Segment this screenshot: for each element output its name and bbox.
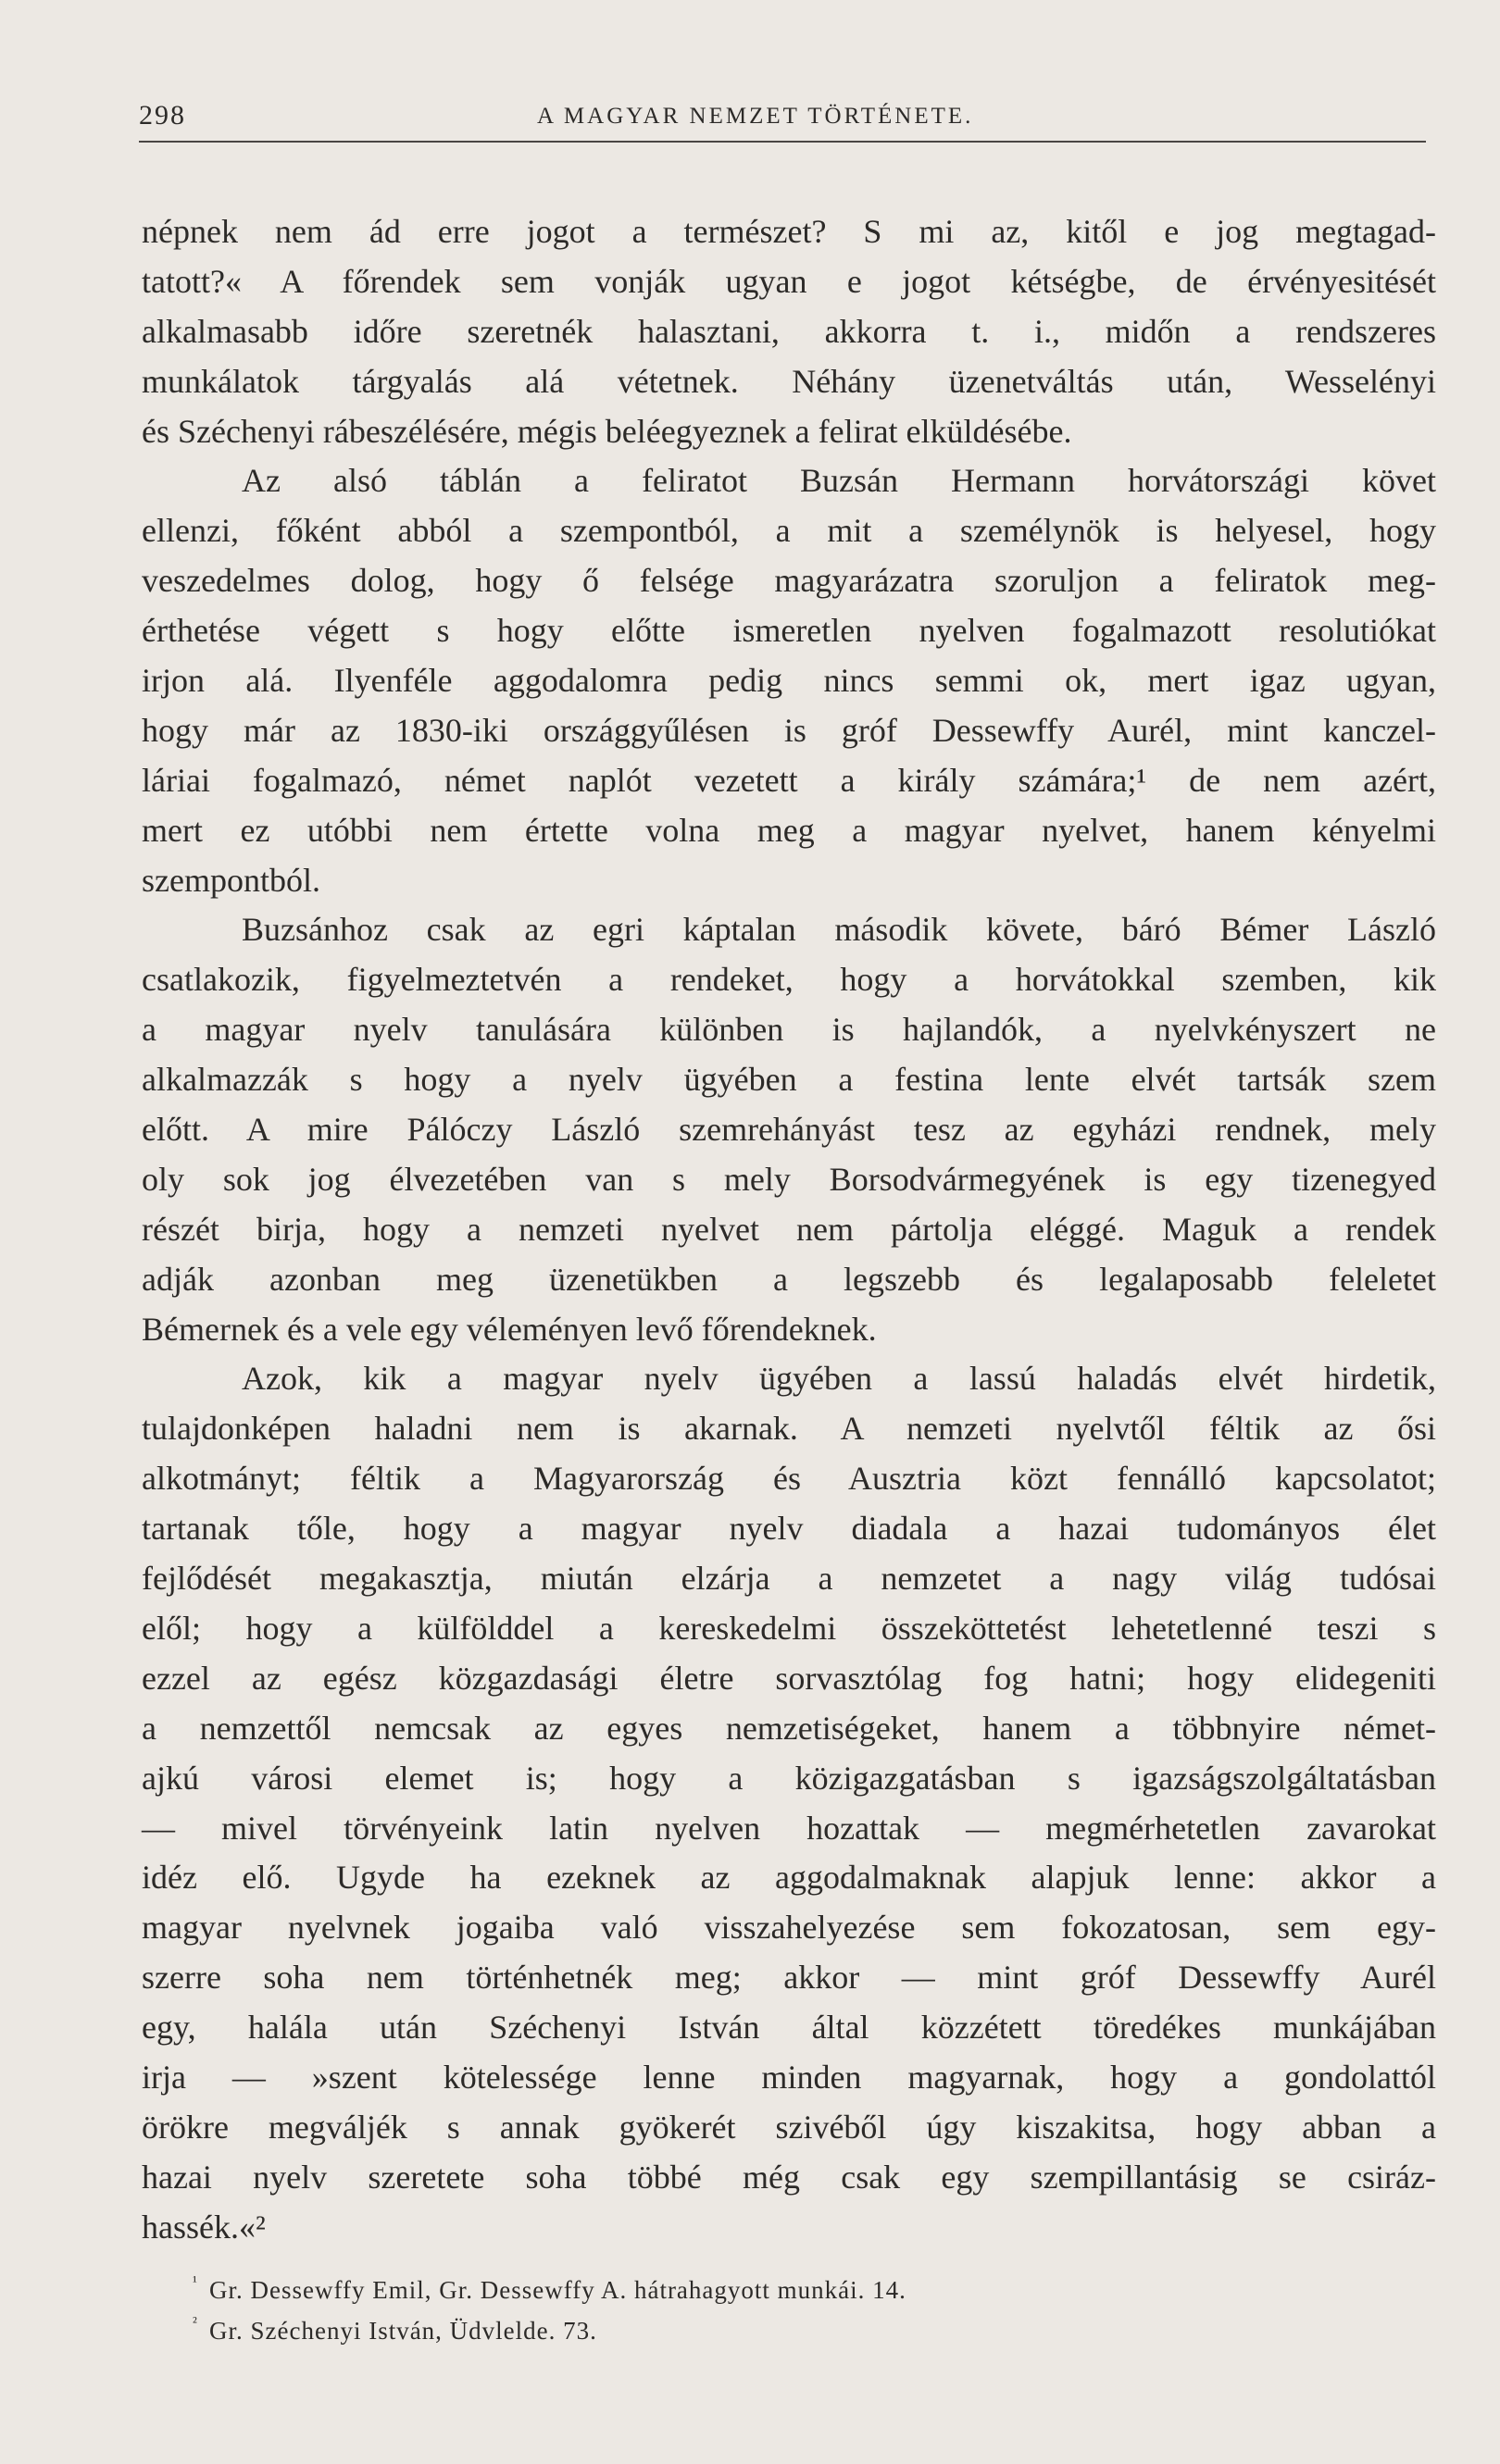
footnote-mark: ¹ — [193, 2274, 198, 2290]
text-line: adják azonban meg üzenetükben a legszebb és legalaposabb feleletet — [142, 1260, 1436, 1298]
text-line: elől; hogy a külfölddel a kereskedelmi összeköttetést lehetetlenné teszi s — [142, 1609, 1436, 1647]
text-line: munkálatok tárgyalás alá vétetnek. Néhány üzenetváltás után, Wesselényi — [142, 362, 1436, 400]
text-line: Bémernek és a vele egy véleményen levő főrendeknek. — [142, 1310, 877, 1348]
text-line: előtt. A mire Pálóczy László szemrehányást tesz az egyházi rendnek, mely — [142, 1111, 1436, 1149]
text-line: szempontból. — [142, 861, 320, 899]
text-line: a magyar nyelv tanulására különben is hajlandók, a nyelvkényszert ne — [142, 1011, 1436, 1049]
text-line: fejlődését megakasztja, miután elzárja a nemzetet a nagy világ tudósai — [142, 1560, 1436, 1598]
text-line: a nemzettől nemcsak az egyes nemzetiségeket, hanem a többnyire német- — [142, 1709, 1436, 1747]
text-line: szerre soha nem történhetnék meg; akkor — mint gróf Dessewffy Aurél — [142, 1959, 1436, 1997]
page-number: 298 — [139, 100, 186, 131]
footnote-text: Gr. Dessewffy Emil, Gr. Dessewffy A. hátrahagyott munkái. 14. — [209, 2276, 906, 2304]
text-line: tartanak tőle, hogy a magyar nyelv diadala a hazai tudományos élet — [142, 1510, 1436, 1548]
running-title: A MAGYAR NEMZET TÖRTÉNETE. — [537, 104, 974, 129]
text-line: oly sok jog élvezetében van s mely Borsodvármegyének is egy tizenegyed — [142, 1160, 1436, 1198]
text-line: alkalmasabb időre szeretnék halasztani, akkorra t. i., midőn a rendszeres — [142, 312, 1436, 350]
text-line: mert ez utóbbi nem értette volna meg a magyar nyelvet, hanem kényelmi — [142, 811, 1436, 849]
text-line: csatlakozik, figyelmeztetvén a rendeket, hogy a horvátokkal szemben, kik — [142, 961, 1436, 999]
text-line: örökre megváljék s annak gyökerét szivéből úgy kiszakitsa, hogy abban a — [142, 2108, 1436, 2146]
text-line: hogy már az 1830-iki országgyűlésen is gróf Dessewffy Aurél, mint kanczel- — [142, 711, 1436, 749]
text-line: hazai nyelv szeretete soha többé még csak egy szempillantásig se csiráz- — [142, 2158, 1436, 2196]
text-line: Azok, kik a magyar nyelv ügyében a lassú haladás elvét hirdetik, — [242, 1360, 1436, 1398]
text-line: irja — »szent kötelessége lenne minden magyarnak, hogy a gondolattól — [142, 2058, 1436, 2096]
footnote-text: Gr. Széchenyi István, Üdvlelde. 73. — [209, 2317, 597, 2345]
text-line: láriai fogalmazó, német naplót vezetett a király számára;¹ de nem azért, — [142, 761, 1436, 799]
text-line: tulajdonképen haladni nem is akarnak. A nemzeti nyelvtől féltik az ősi — [142, 1410, 1436, 1448]
text-line: ellenzi, főként abból a szempontból, a mit a személynök is helyesel, hogy — [142, 512, 1436, 550]
text-line: — mivel törvényeink latin nyelven hozattak — megmérhetetlen zavarokat — [142, 1809, 1436, 1847]
text-line: hassék.«² — [142, 2208, 266, 2246]
text-line: magyar nyelvnek jogaiba való visszahelyezése sem fokozatosan, sem egy- — [142, 1909, 1436, 1947]
text-line: veszedelmes dolog, hogy ő felsége magyarázatra szoruljon a feliratok meg- — [142, 562, 1436, 600]
text-line: részét birja, hogy a nemzeti nyelvet nem pártolja eléggé. Maguk a rendek — [142, 1210, 1436, 1248]
footnote — [193, 2310, 1320, 2351]
text-line: tatott?« A főrendek sem vonják ugyan e jogot kétségbe, de érvényesitését — [142, 262, 1436, 300]
text-line: Buzsánhoz csak az egri káptalan második követe, báró Bémer László — [242, 911, 1436, 949]
footnote — [193, 2270, 1320, 2310]
text-line: alkalmazzák s hogy a nyelv ügyében a festina lente elvét tartsák szem — [142, 1061, 1436, 1099]
footnote-mark: ² — [193, 2315, 198, 2331]
body-text — [142, 207, 1436, 2253]
text-line: irjon alá. Ilyenféle aggodalomra pedig nincs semmi ok, mert igaz ugyan, — [142, 662, 1436, 700]
text-line: ajkú városi elemet is; hogy a közigazgatásban s igazságszolgáltatásban — [142, 1759, 1436, 1797]
text-line: idéz elő. Ugyde ha ezeknek az aggodalmaknak alapjuk lenne: akkor a — [142, 1859, 1436, 1897]
text-line: Az alsó táblán a feliratot Buzsán Hermann horvátországi követ — [242, 462, 1436, 500]
running-header — [139, 96, 1426, 143]
text-line: és Széchenyi rábeszélésére, mégis beléegyeznek a felirat elküldésébe. — [142, 412, 1072, 450]
text-line: érthetése végett s hogy előtte ismeretlen nyelven fogalmazott resolutiókat — [142, 612, 1436, 650]
footnotes — [193, 2270, 1320, 2351]
text-line: népnek nem ád erre jogot a természet? S mi az, kitől e jog megtagad- — [142, 213, 1436, 250]
text-line: ezzel az egész közgazdasági életre sorvasztólag fog hatni; hogy elidegeniti — [142, 1659, 1436, 1697]
text-line: egy, halála után Széchenyi István által közzétett töredékes munkájában — [142, 2009, 1436, 2047]
text-line: alkotmányt; féltik a Magyarország és Ausztria közt fennálló kapcsolatot; — [142, 1460, 1436, 1498]
